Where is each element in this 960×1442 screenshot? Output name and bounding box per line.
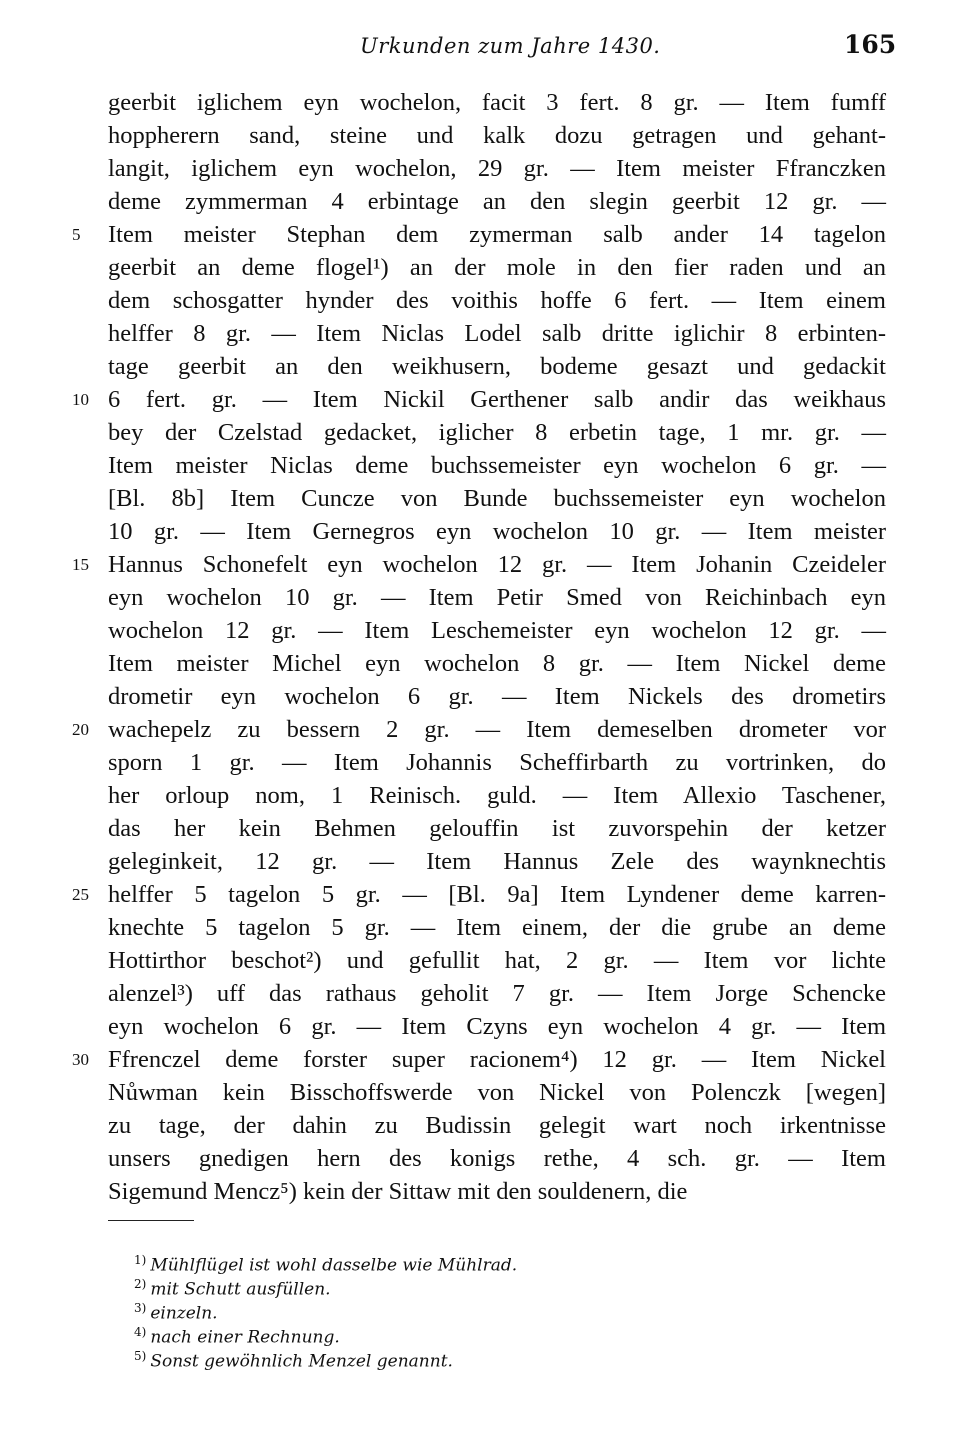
text-line [72,878,886,911]
footnote [134,1248,834,1276]
line-text: alenzel³) uff das rathaus geholit 7 gr. — Item Jorge Schencke [108,980,886,1007]
line-text: wochelon 12 gr. — Item Leschemeister eyn wochelon 12 gr. — [108,617,886,644]
line-text: Nůwman kein Bisschoffswerde von Nickel von Polenczk [wegen] [108,1079,886,1106]
line-number: 15 [72,555,89,574]
line-text: dem schosgatter hynder des voithis hoffe 6 fert. — Item einem [108,287,886,314]
line-text: hoppherern sand, steine und kalk dozu getragen und gehant- [108,122,886,149]
line-text: deme zymmerman 4 erbintage an den slegin geerbit 12 gr. — [108,188,886,215]
footnote-mark: 3) [134,1301,147,1315]
text-line [108,317,886,350]
text-line [108,1076,886,1109]
text-line [108,515,886,548]
text-line [108,1142,886,1175]
text-line [108,86,886,119]
line-number: 25 [72,885,89,904]
footnote-rule [108,1220,194,1221]
text-line [108,944,886,977]
line-number: 10 [72,390,89,409]
text-line [108,1175,886,1208]
text-line [108,185,886,218]
line-text: sporn 1 gr. — Item Johannis Scheffirbarth zu vortrinken, do [108,749,886,776]
line-text: 6 fert. gr. — Item Nickil Gerthener salb andir das weikhaus [108,386,886,413]
text-line [108,614,886,647]
line-text: helffer 5 tagelon 5 gr. — [Bl. 9a] Item Lyndener deme karren- [108,881,886,908]
text-line [72,548,886,581]
line-text: Item meister Stephan dem zymerman salb ander 14 tagelon [108,221,886,248]
footnote-mark: 5) [134,1349,147,1363]
text-line [108,1109,886,1142]
text-line [108,350,886,383]
text-line [72,713,886,746]
line-text: Item meister Michel eyn wochelon 8 gr. — Item Nickel deme [108,650,886,677]
text-line [108,845,886,878]
line-text: [Bl. 8b] Item Cuncze von Bunde buchssemeister eyn wochelon [108,485,886,512]
text-line [108,449,886,482]
text-line [108,779,886,812]
text-line [108,482,886,515]
text-line [108,416,886,449]
text-line [108,977,886,1010]
footnote-text: mit Schutt ausfüllen. [150,1279,331,1300]
footnote [134,1320,834,1348]
footnote-text: nach einer Rechnung. [150,1327,340,1348]
line-number: 20 [72,720,89,739]
line-number: 5 [72,225,81,244]
line-text: Ffrenczel deme forster super racionem⁴) 12 gr. — Item Nickel [108,1046,886,1073]
text-line [108,251,886,284]
footnote-text: einzeln. [150,1303,218,1324]
line-text: geerbit an deme flogel¹) an der mole in den fier raden und an [108,254,886,281]
line-text: her orloup nom, 1 Reinisch. guld. — Item Allexio Taschener, [108,782,886,809]
line-text: langit, iglichem eyn wochelon, 29 gr. — Item meister Ffranczken [108,155,886,182]
text-line [108,284,886,317]
line-text: wachepelz zu bessern 2 gr. — Item demeselben drometer vor [108,716,886,743]
footnote-mark: 4) [134,1325,147,1339]
text-line [108,647,886,680]
line-text: helffer 8 gr. — Item Niclas Lodel salb dritte iglichir 8 erbinten- [108,320,886,347]
text-line [108,152,886,185]
line-text: bey der Czelstad gedacket, iglicher 8 erbetin tage, 1 mr. gr. — [108,419,886,446]
line-text: tage geerbit an den weikhusern, bodeme gesazt und gedackit [108,353,886,380]
footnote-text: Sonst gewöhnlich Menzel genannt. [150,1351,453,1372]
line-text: eyn wochelon 6 gr. — Item Czyns eyn wochelon 4 gr. — Item [108,1013,886,1040]
footnote-text: Mühlflügel ist wohl dasselbe wie Mühlrad. [150,1255,518,1276]
text-line [72,383,886,416]
line-text: Sigemund Mencz⁵) kein der Sittaw mit den souldenern, die [108,1178,688,1205]
line-text: knechte 5 tagelon 5 gr. — Item einem, der die grube an deme [108,914,886,941]
line-text: geerbit iglichem eyn wochelon, facit 3 fert. 8 gr. — Item fumff [108,89,886,116]
line-text: eyn wochelon 10 gr. — Item Petir Smed von Reichinbach eyn [108,584,886,611]
line-text: Item meister Niclas deme buchssemeister eyn wochelon 6 gr. — [108,452,886,479]
line-text: das her kein Behmen gelouffin ist zuvorspehin der ketzer [108,815,886,842]
footnote-mark: 1) [134,1253,147,1267]
text-line [108,911,886,944]
line-text: geleginkeit, 12 gr. — Item Hannus Zele des waynknechtis [108,848,886,875]
line-text: drometir eyn wochelon 6 gr. — Item Nickels des drometirs [108,683,886,710]
footnote [134,1344,834,1372]
text-line [108,746,886,779]
text-line [72,218,886,251]
main-text [72,86,886,1208]
line-text: Hottirthor beschot²) und gefullit hat, 2 gr. — Item vor lichte [108,947,886,974]
text-line [108,581,886,614]
text-line [108,119,886,152]
text-line [72,1043,886,1076]
line-text: zu tage, der dahin zu Budissin gelegit wart noch irkentnisse [108,1112,886,1139]
page-number: 165 [844,30,897,59]
line-number: 30 [72,1050,89,1069]
footnotes [134,1248,834,1372]
line-text: unsers gnedigen hern des konigs rethe, 4 sch. gr. — Item [108,1145,886,1172]
footnote-mark: 2) [134,1277,147,1291]
running-head: Urkunden zum Jahre 1430. [360,34,661,58]
text-line [108,1010,886,1043]
text-line [108,680,886,713]
page-header [0,28,960,68]
line-text: Hannus Schonefelt eyn wochelon 12 gr. — Item Johanin Czeideler [108,551,886,578]
text-line [108,812,886,845]
line-text: 10 gr. — Item Gernegros eyn wochelon 10 gr. — Item meister [108,518,886,545]
